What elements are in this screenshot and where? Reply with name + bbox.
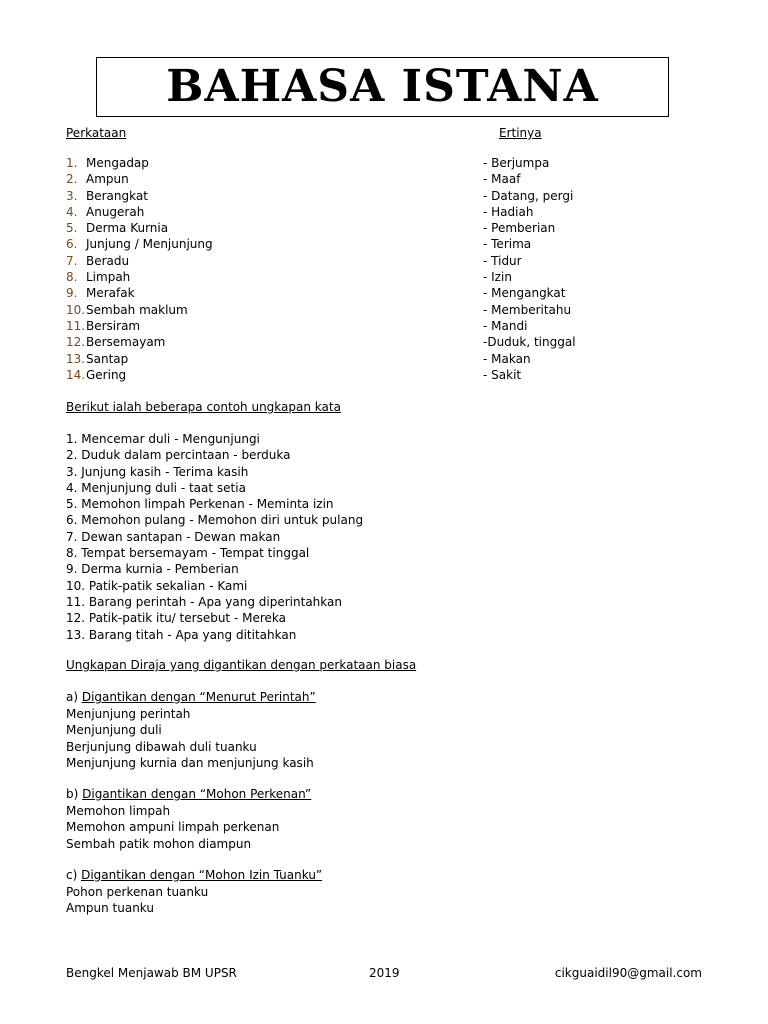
list-item: 3. Junjung kasih - Terima kasih [66,464,249,479]
expression-list [66,431,363,643]
meaning-list [483,155,576,383]
section2-heading-text: Berikut ialah beberapa contoh ungkapan kata [66,400,341,414]
list-item: 7. Dewan santapan - Dewan makan [66,529,281,544]
list-item: 4. Menjunjung duli - taat setia [66,480,246,495]
meaning-item: - Berjumpa [483,156,550,170]
word-text: Gering [86,367,127,382]
word-text: Sembah maklum [86,302,188,317]
meaning-item: - Maaf [483,172,521,187]
meaning-item: -Duduk, tinggal [483,335,576,350]
word-item [66,188,213,204]
list-item: Berjunjung dibawah duli tuanku [66,739,257,754]
list-item: 1. Mencemar duli - Mengunjungi [66,432,260,446]
word-text: Bersiram [86,318,141,333]
subsection-c-label: Digantikan dengan “Mohon Izin Tuanku” [81,868,323,882]
list-item: Menjunjung perintah [66,707,191,721]
list-item: Ampun tuanku [66,901,154,916]
meaning-item: - Izin [483,270,512,285]
subsection-c-list [66,884,208,917]
subsection-b-label: Digantikan dengan “Mohon Perkenan” [82,787,312,801]
meaning-item: - Mandi [483,318,528,333]
word-item [66,253,213,269]
word-item [66,204,213,220]
word-list [66,155,213,383]
section3-heading [66,658,416,672]
word-item [66,302,213,318]
word-text: Santap [86,351,129,366]
subsection-c-heading [66,868,322,882]
word-text: Bersemayam [86,335,166,350]
word-text: Anugerah [86,204,145,219]
footer-year: 2019 [369,966,400,980]
list-item: 5. Memohon limpah Perkenan - Meminta izin [66,497,334,512]
word-number: 13. [66,351,86,366]
word-text: Berangkat [86,188,148,203]
word-number: 6. [66,237,78,252]
column-header-word: Perkataan [66,126,127,140]
column-header-meaning: Ertinya [499,126,542,140]
section3-heading-text: Ungkapan Diraja yang digantikan dengan perkataan biasa [66,658,417,672]
subsection-a-list [66,706,314,771]
list-item: 2. Duduk dalam percintaan - berduka [66,448,291,463]
word-item [66,351,213,367]
list-item: 12. Patik-patik itu/ tersebut - Mereka [66,611,286,626]
meaning-item: - Terima [483,237,532,252]
word-item [66,367,213,383]
meaning-item: - Makan [483,351,531,366]
meaning-item: - Hadiah [483,204,534,219]
list-item: 9. Derma kurnia - Pemberian [66,562,239,577]
list-item: Memohon limpah [66,804,171,818]
word-number: 14. [66,367,86,382]
word-number: 12. [66,335,86,350]
word-item [66,236,213,252]
subsection-b-list [66,803,279,852]
list-item: 11. Barang perintah - Apa yang diperintahkan [66,594,342,609]
title-box [96,57,669,117]
list-item: Sembah patik mohon diampun [66,836,252,851]
subsection-a-label: Digantikan dengan “Menurut Perintah” [81,690,316,704]
list-item: Menjunjung duli [66,723,162,738]
word-text: Mengadap [86,156,149,170]
word-number: 3. [66,188,78,203]
list-item: 13. Barang titah - Apa yang dititahkan [66,627,297,642]
subsection-a-heading [66,690,316,704]
meaning-item: - Datang, pergi [483,188,574,203]
page-title: BAHASA ISTANA [166,61,599,112]
subsection-b-heading [66,787,311,801]
word-number: 11. [66,318,86,333]
word-number: 7. [66,253,78,268]
meaning-item: - Sakit [483,367,522,382]
meaning-item: - Memberitahu [483,302,572,317]
list-item: Pohon perkenan tuanku [66,885,209,899]
word-number: 10. [66,302,86,317]
word-text: Derma Kurnia [86,221,169,236]
list-item: 8. Tempat bersemayam - Tempat tinggal [66,546,310,561]
section2-heading [66,400,341,414]
word-number: 9. [66,286,78,301]
meaning-item: - Mengangkat [483,286,566,301]
word-number: 2. [66,172,78,187]
word-text: Beradu [86,253,130,268]
subsection-c-prefix: c) [66,868,82,882]
word-item [66,171,213,187]
list-item: 10. Patik-patik sekalian - Kami [66,578,248,593]
list-item: Menjunjung kurnia dan menjunjung kasih [66,755,314,770]
word-text: Limpah [86,270,131,285]
word-item [66,269,213,285]
word-text: Merafak [86,286,135,301]
subsection-a-prefix: a) [66,690,82,704]
word-item [66,220,213,236]
meaning-item: - Pemberian [483,221,556,236]
word-number: 5. [66,221,78,236]
word-number: 8. [66,270,78,285]
footer-left: Bengkel Menjawab BM UPSR [66,966,237,980]
word-number: 4. [66,204,78,219]
word-item [66,318,213,334]
word-item [66,285,213,301]
subsection-b-prefix: b) [66,787,83,801]
list-item: 6. Memohon pulang - Memohon diri untuk pulang [66,513,364,528]
word-item [66,334,213,350]
footer-email: cikguaidil90@gmail.com [554,966,702,980]
word-text: Junjung / Menjunjung [86,237,213,252]
word-number: 1. [66,156,78,170]
meaning-item: - Tidur [483,253,522,268]
word-text: Ampun [86,172,129,187]
word-item [66,155,213,171]
list-item: Memohon ampuni limpah perkenan [66,820,280,835]
